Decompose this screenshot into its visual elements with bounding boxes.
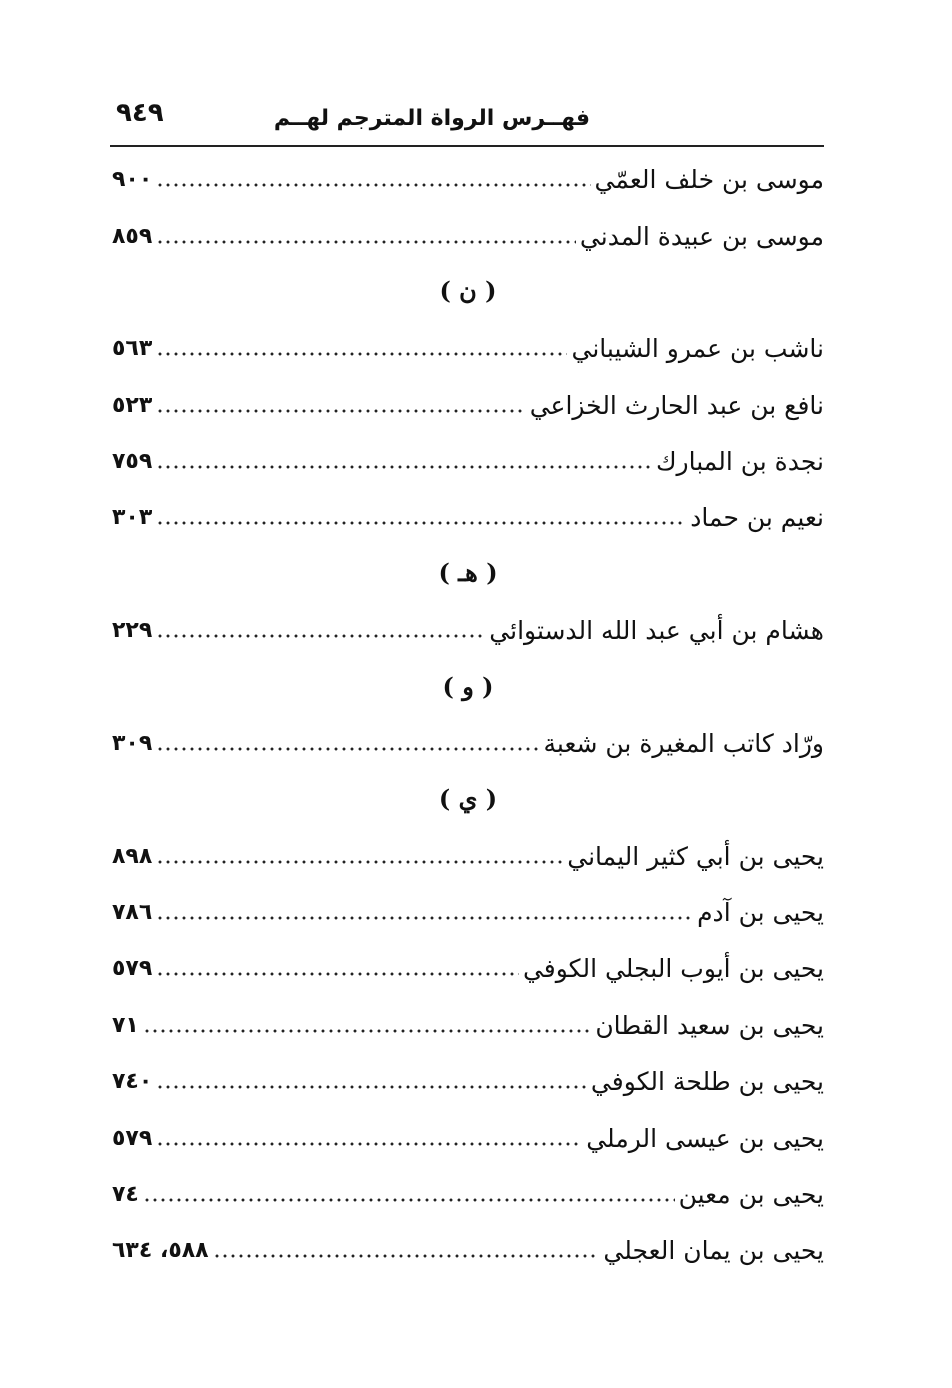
section-letter-heading: ( ن ) (439, 276, 497, 305)
narrator-name: نجدة بن المبارك (655, 446, 824, 476)
dot-leader (156, 351, 567, 357)
narrator-name: يحيى بن أبي كثير اليماني (567, 841, 824, 871)
narrator-name: ورّاد كاتب المغيرة بن شعبة (543, 728, 824, 758)
index-entry (112, 1061, 824, 1101)
dot-leader (156, 915, 693, 921)
running-title: فهــرس الرواة المترجم لهــم (273, 106, 590, 131)
section-letter-heading: ( ي ) (438, 784, 498, 813)
entry-page-ref: ٧٥٩ (112, 448, 153, 474)
narrator-name: ناشب بن عمرو الشيباني (571, 333, 824, 363)
entry-page-ref: ٥٧٩ (112, 1125, 153, 1151)
dot-leader (156, 1084, 587, 1090)
index-entry (112, 948, 824, 988)
narrator-name: يحيى بن أيوب البجلي الكوفي (522, 953, 824, 983)
narrator-name: يحيى بن آدم (697, 897, 824, 927)
dot-leader (156, 520, 686, 526)
entry-page-ref: ٧٨٦ (112, 899, 153, 925)
index-entry (112, 328, 824, 368)
entry-page-ref: ٨٩٨ (112, 843, 153, 869)
header-rule (110, 145, 824, 147)
index-entry (112, 1174, 824, 1214)
entry-page-ref: ٧١ (112, 1012, 139, 1038)
entry-page-ref: ٩٠٠ (112, 166, 153, 192)
page-header (110, 98, 822, 142)
section-letter-heading: ( هـ ) (438, 558, 498, 587)
narrator-name: يحيى بن يمان العجلي (603, 1235, 824, 1265)
dot-leader (156, 182, 590, 188)
index-entry (112, 1005, 824, 1045)
index-entry (112, 385, 824, 425)
entry-page-ref: ٨٥٩ (112, 223, 153, 249)
dot-leader (156, 746, 539, 752)
dot-leader (143, 1197, 675, 1203)
index-entry (112, 610, 824, 650)
narrator-name: هشام بن أبي عبد الله الدستوائي (489, 615, 824, 645)
narrator-name: يحيى بن معين (678, 1179, 824, 1209)
dot-leader (213, 1253, 600, 1259)
entry-page-ref: ٧٤ (112, 1181, 139, 1207)
dot-leader (156, 464, 652, 470)
dot-leader (156, 408, 525, 414)
index-entry (112, 216, 824, 256)
narrator-name: يحيى بن عيسى الرملي (586, 1123, 824, 1153)
narrator-name: يحيى بن طلحة الكوفي (590, 1066, 824, 1096)
dot-leader (156, 971, 519, 977)
index-entry (112, 441, 824, 481)
entry-page-ref: ٧٤٠ (112, 1068, 153, 1094)
entry-page-ref: ٣٠٣ (112, 504, 153, 530)
section-letter-heading: ( و ) (442, 672, 494, 701)
index-entry (112, 892, 824, 932)
index-entry (112, 1118, 824, 1158)
entry-page-ref: ٢٢٩ (112, 617, 153, 643)
entry-page-ref: ٥٢٣ (112, 392, 153, 418)
index-entry (112, 159, 824, 199)
dot-leader (143, 1028, 591, 1034)
index-entry (112, 497, 824, 537)
narrator-name: نعيم بن حماد (690, 502, 824, 532)
dot-leader (156, 239, 576, 245)
entry-page-ref: ٥٦٣ (112, 335, 153, 361)
index-entry (112, 1230, 824, 1270)
narrator-name: موسى بن عبيدة المدني (579, 221, 824, 251)
narrator-name: نافع بن عبد الحارث الخزاعي (529, 390, 824, 420)
entry-page-ref: ٣٠٩ (112, 730, 153, 756)
dot-leader (156, 1141, 582, 1147)
index-entry (112, 836, 824, 876)
dot-leader (156, 859, 563, 865)
page-number: ٩٤٩ (116, 98, 164, 128)
entry-page-ref: ٥٨٨، ٦٣٤ (112, 1237, 209, 1263)
dot-leader (156, 633, 485, 639)
narrator-name: يحيى بن سعيد القطان (595, 1010, 824, 1040)
entry-page-ref: ٥٧٩ (112, 955, 153, 981)
narrator-name: موسى بن خلف العمّي (594, 164, 824, 194)
index-entry (112, 723, 824, 763)
